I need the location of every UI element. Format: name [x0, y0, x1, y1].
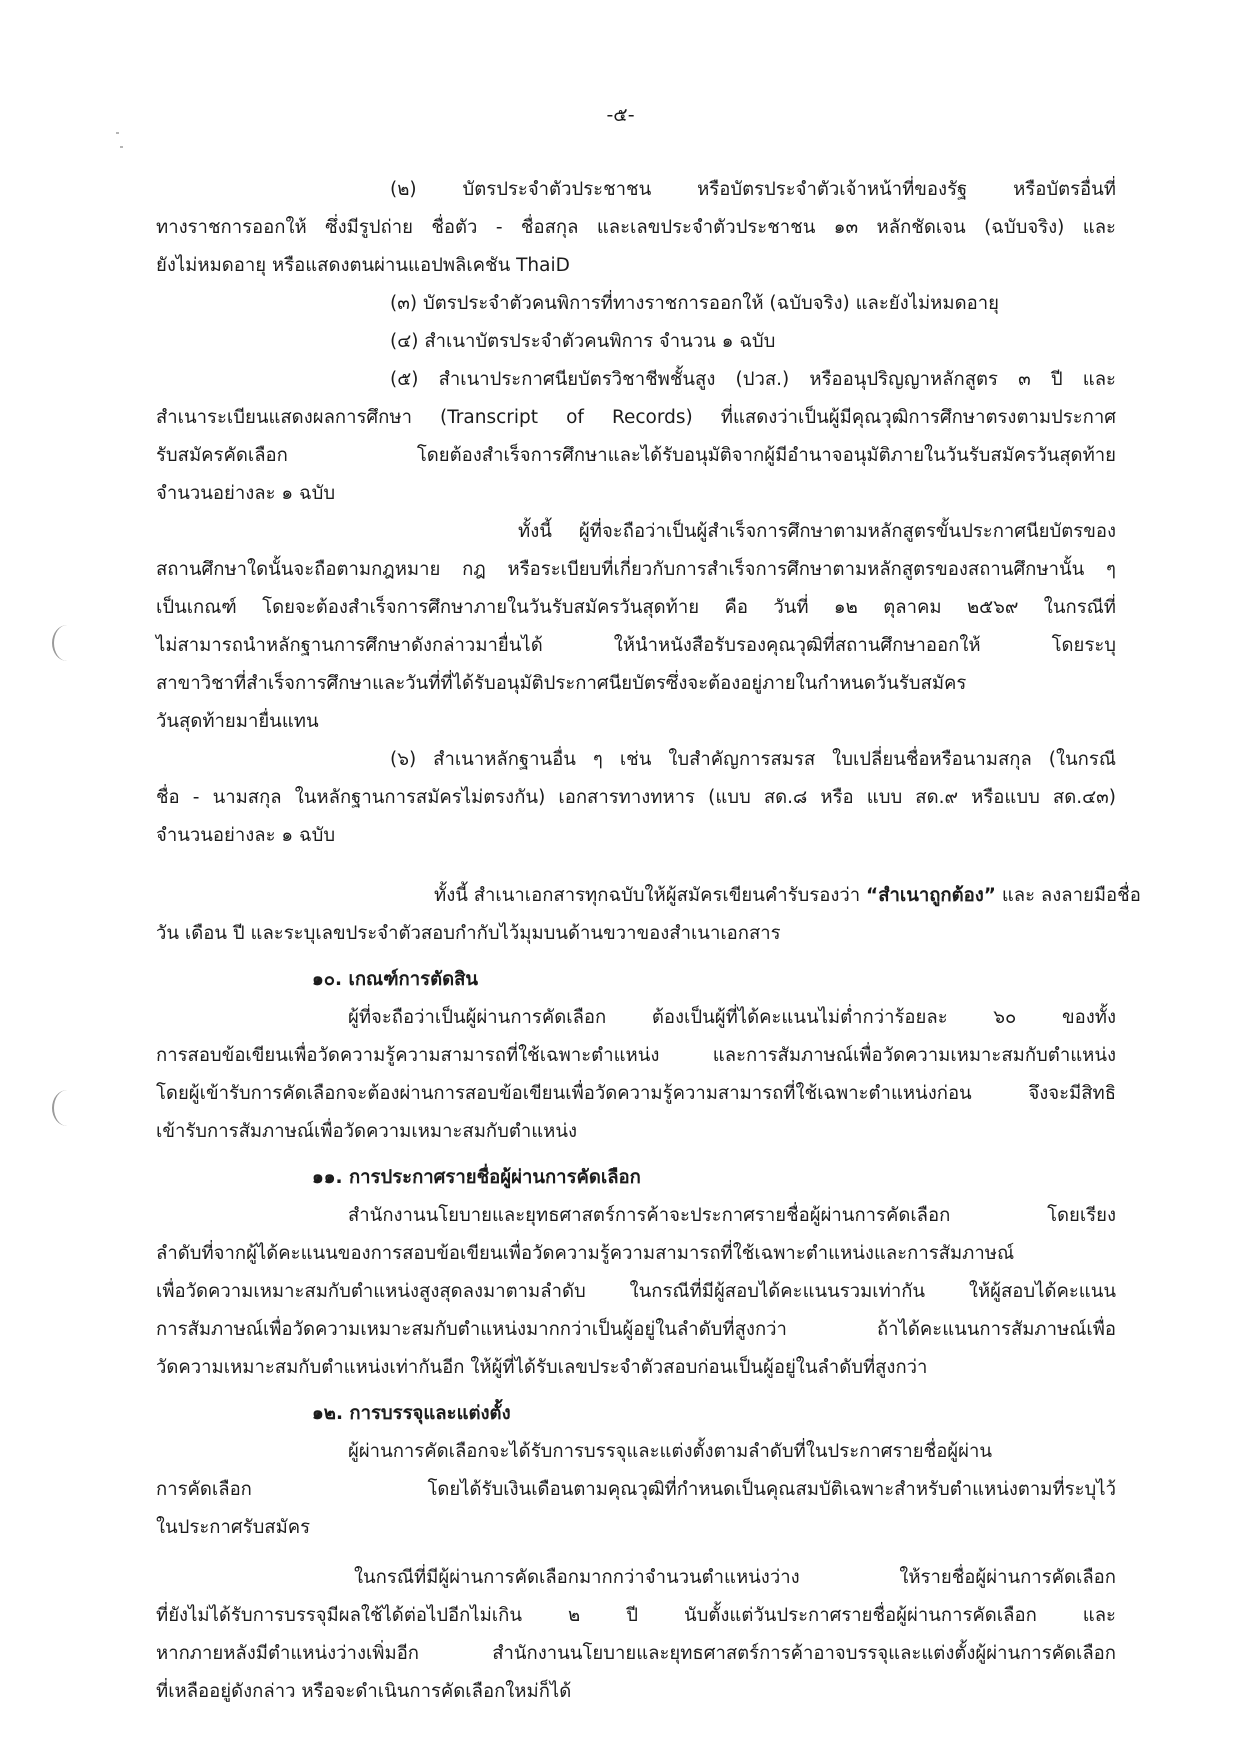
punch-hole-mark	[52, 625, 82, 661]
body-line: เป็นเกณฑ์ โดยจะต้องสำเร็จการศึกษาภายในวันรับสมัครวันสุดท้าย คือ วันที่ ๑๒ ตุลาคม ๒๕๖๙ ในกรณีที่	[156, 597, 1116, 618]
body-line: การสอบข้อเขียนเพื่อวัดความรู้ความสามารถที่ใช้เฉพาะตำแหน่ง และการสัมภาษณ์เพื่อวัดความเหมาะสมกับตำแหน่ง	[156, 1045, 1116, 1066]
body-line: สถานศึกษาใดนั้นจะถือตามกฎหมาย กฎ หรือระเบียบที่เกี่ยวกับการสำเร็จการศึกษาตามหลักสูตรของสถานศึกษานั้น ๆ	[156, 559, 1116, 580]
section-heading: ๑๐. เกณฑ์การตัดสิน	[312, 969, 479, 990]
body-line: (๔) สำเนาบัตรประจำตัวคนพิการ จำนวน ๑ ฉบับ	[390, 331, 776, 352]
body-line: วัดความเหมาะสมกับตำแหน่งเท่ากันอีก ให้ผู้ที่ได้รับเลขประจำตัวสอบก่อนเป็นผู้อยู่ในลำดับที่สูงกว่า	[156, 1357, 928, 1378]
body-line: การสัมภาษณ์เพื่อวัดความเหมาะสมกับตำแหน่งมากกว่าเป็นผู้อยู่ในลำดับที่สูงกว่า ถ้าได้คะแนนการสัมภาษณ์เพื่อ	[156, 1319, 1116, 1340]
body-line: ในประกาศรับสมัคร	[156, 1517, 311, 1538]
body-line: สาขาวิชาที่สำเร็จการศึกษาและวันที่ที่ได้รับอนุมัติประกาศนียบัตรซึ่งจะต้องอยู่ภายในกำหนดวันรับสมัคร	[156, 673, 967, 694]
certify-suffix: และ ลงลายมือชื่อ	[995, 885, 1141, 906]
body-line: รับสมัครคัดเลือก โดยต้องสำเร็จการศึกษาและได้รับอนุมัติจากผู้มีอำนาจอนุมัติภายในวันรับสมัครวันสุดท้าย	[156, 445, 1116, 466]
certify-emphasis: “สำเนาถูกต้อง”	[866, 885, 996, 906]
body-line: หากภายหลังมีตำแหน่งว่างเพิ่มอีก สำนักงานนโยบายและยุทธศาสตร์การค้าอาจบรรจุและแต่งตั้งผู้ผ่านการคัดเลือก	[156, 1643, 1116, 1664]
page-number: -๕-	[606, 104, 635, 126]
body-line: วันสุดท้ายมายื่นแทน	[156, 711, 319, 732]
body-line: (๕) สำเนาประกาศนียบัตรวิชาชีพชั้นสูง (ปวส.) หรืออนุปริญญาหลักสูตร ๓ ปี และ	[390, 369, 1116, 390]
certify-prefix: ทั้งนี้ สำเนาเอกสารทุกฉบับให้ผู้สมัครเขียนคำรับรองว่า	[434, 885, 867, 906]
scan-speck	[120, 146, 123, 148]
body-line: การคัดเลือก โดยได้รับเงินเดือนตามคุณวุฒิที่กำหนดเป็นคุณสมบัติเฉพาะสำหรับตำแหน่งตามที่ระบุไว้	[156, 1479, 1116, 1500]
scan-speck	[116, 132, 119, 134]
section-heading: ๑๑. การประกาศรายชื่อผู้ผ่านการคัดเลือก	[312, 1167, 641, 1188]
body-line: ยังไม่หมดอายุ หรือแสดงตนผ่านแอปพลิเคชัน ThaiD	[156, 255, 570, 276]
body-line: ชื่อ - นามสกุล ในหลักฐานการสมัครไม่ตรงกัน) เอกสารทางทหาร (แบบ สด.๘ หรือ แบบ สด.๙ หรือแบบ สด.๔๓)	[156, 787, 1116, 808]
body-line: ไม่สามารถนำหลักฐานการศึกษาดังกล่าวมายื่นได้ ให้นำหนังสือรับรองคุณวุฒิที่สถานศึกษาออกให้ โดยระบุ	[156, 635, 1116, 656]
body-line: วัน เดือน ปี และระบุเลขประจำตัวสอบกำกับไว้มุมบนด้านขวาของสำเนาเอกสาร	[156, 923, 781, 944]
body-line: ผู้ที่จะถือว่าเป็นผู้ผ่านการคัดเลือก ต้องเป็นผู้ที่ได้คะแนนไม่ต่ำกว่าร้อยละ ๖๐ ของทั้ง	[348, 1007, 1116, 1028]
body-line: ลำดับที่จากผู้ได้คะแนนของการสอบข้อเขียนเพื่อวัดความรู้ความสามารถที่ใช้เฉพาะตำแหน่งและการสัมภาษณ์	[156, 1243, 1015, 1264]
body-line: จำนวนอย่างละ ๑ ฉบับ	[156, 825, 336, 846]
body-line: สำเนาระเบียนแสดงผลการศึกษา (Transcript of Records) ที่แสดงว่าเป็นผู้มีคุณวุฒิการศึกษาตรงตามประกาศ	[156, 407, 1116, 428]
body-line: ทางราชการออกให้ ซึ่งมีรูปถ่าย ชื่อตัว - ชื่อสกุล และเลขประจำตัวประชาชน ๑๓ หลักชัดเจน (ฉบับจริง) และ	[156, 217, 1116, 238]
certify-line	[434, 878, 1141, 914]
body-line: สำนักงานนโยบายและยุทธศาสตร์การค้าจะประกาศรายชื่อผู้ผ่านการคัดเลือก โดยเรียง	[348, 1205, 1116, 1226]
section-heading: ๑๒. การบรรจุและแต่งตั้ง	[312, 1403, 511, 1424]
body-line: (๓) บัตรประจำตัวคนพิการที่ทางราชการออกให้ (ฉบับจริง) และยังไม่หมดอายุ	[390, 293, 999, 314]
body-line: ผู้ผ่านการคัดเลือกจะได้รับการบรรจุและแต่งตั้งตามลำดับที่ในประกาศรายชื่อผู้ผ่าน	[348, 1441, 993, 1462]
body-line: โดยผู้เข้ารับการคัดเลือกจะต้องผ่านการสอบข้อเขียนเพื่อวัดความรู้ความสามารถที่ใช้เฉพาะตำแหน่งก่อน จึงจะมีสิทธิ	[156, 1083, 1116, 1104]
body-line: ทั้งนี้ ผู้ที่จะถือว่าเป็นผู้สำเร็จการศึกษาตามหลักสูตรขั้นประกาศนียบัตรของ	[518, 521, 1116, 542]
body-line: จำนวนอย่างละ ๑ ฉบับ	[156, 483, 336, 504]
body-line: เข้ารับการสัมภาษณ์เพื่อวัดความเหมาะสมกับตำแหน่ง	[156, 1121, 578, 1142]
body-line: ในกรณีที่มีผู้ผ่านการคัดเลือกมากกว่าจำนวนตำแหน่งว่าง ให้รายชื่อผู้ผ่านการคัดเลือก	[354, 1567, 1116, 1588]
body-line: (๒) บัตรประจำตัวประชาชน หรือบัตรประจำตัวเจ้าหน้าที่ของรัฐ หรือบัตรอื่นที่	[390, 179, 1116, 200]
body-line: (๖) สำเนาหลักฐานอื่น ๆ เช่น ใบสำคัญการสมรส ใบเปลี่ยนชื่อหรือนามสกุล (ในกรณี	[390, 749, 1116, 770]
body-line: ที่เหลืออยู่ดังกล่าว หรือจะดำเนินการคัดเลือกใหม่ก็ได้	[156, 1681, 572, 1702]
punch-hole-mark	[52, 1090, 82, 1126]
body-line: ที่ยังไม่ได้รับการบรรจุมีผลใช้ได้ต่อไปอีกไม่เกิน ๒ ปี นับตั้งแต่วันประกาศรายชื่อผู้ผ่านการคัดเลือก และ	[156, 1605, 1116, 1626]
body-line: เพื่อวัดความเหมาะสมกับตำแหน่งสูงสุดลงมาตามลำดับ ในกรณีที่มีผู้สอบได้คะแนนรวมเท่ากัน ให้ผู้สอบได้คะแนน	[156, 1281, 1116, 1302]
